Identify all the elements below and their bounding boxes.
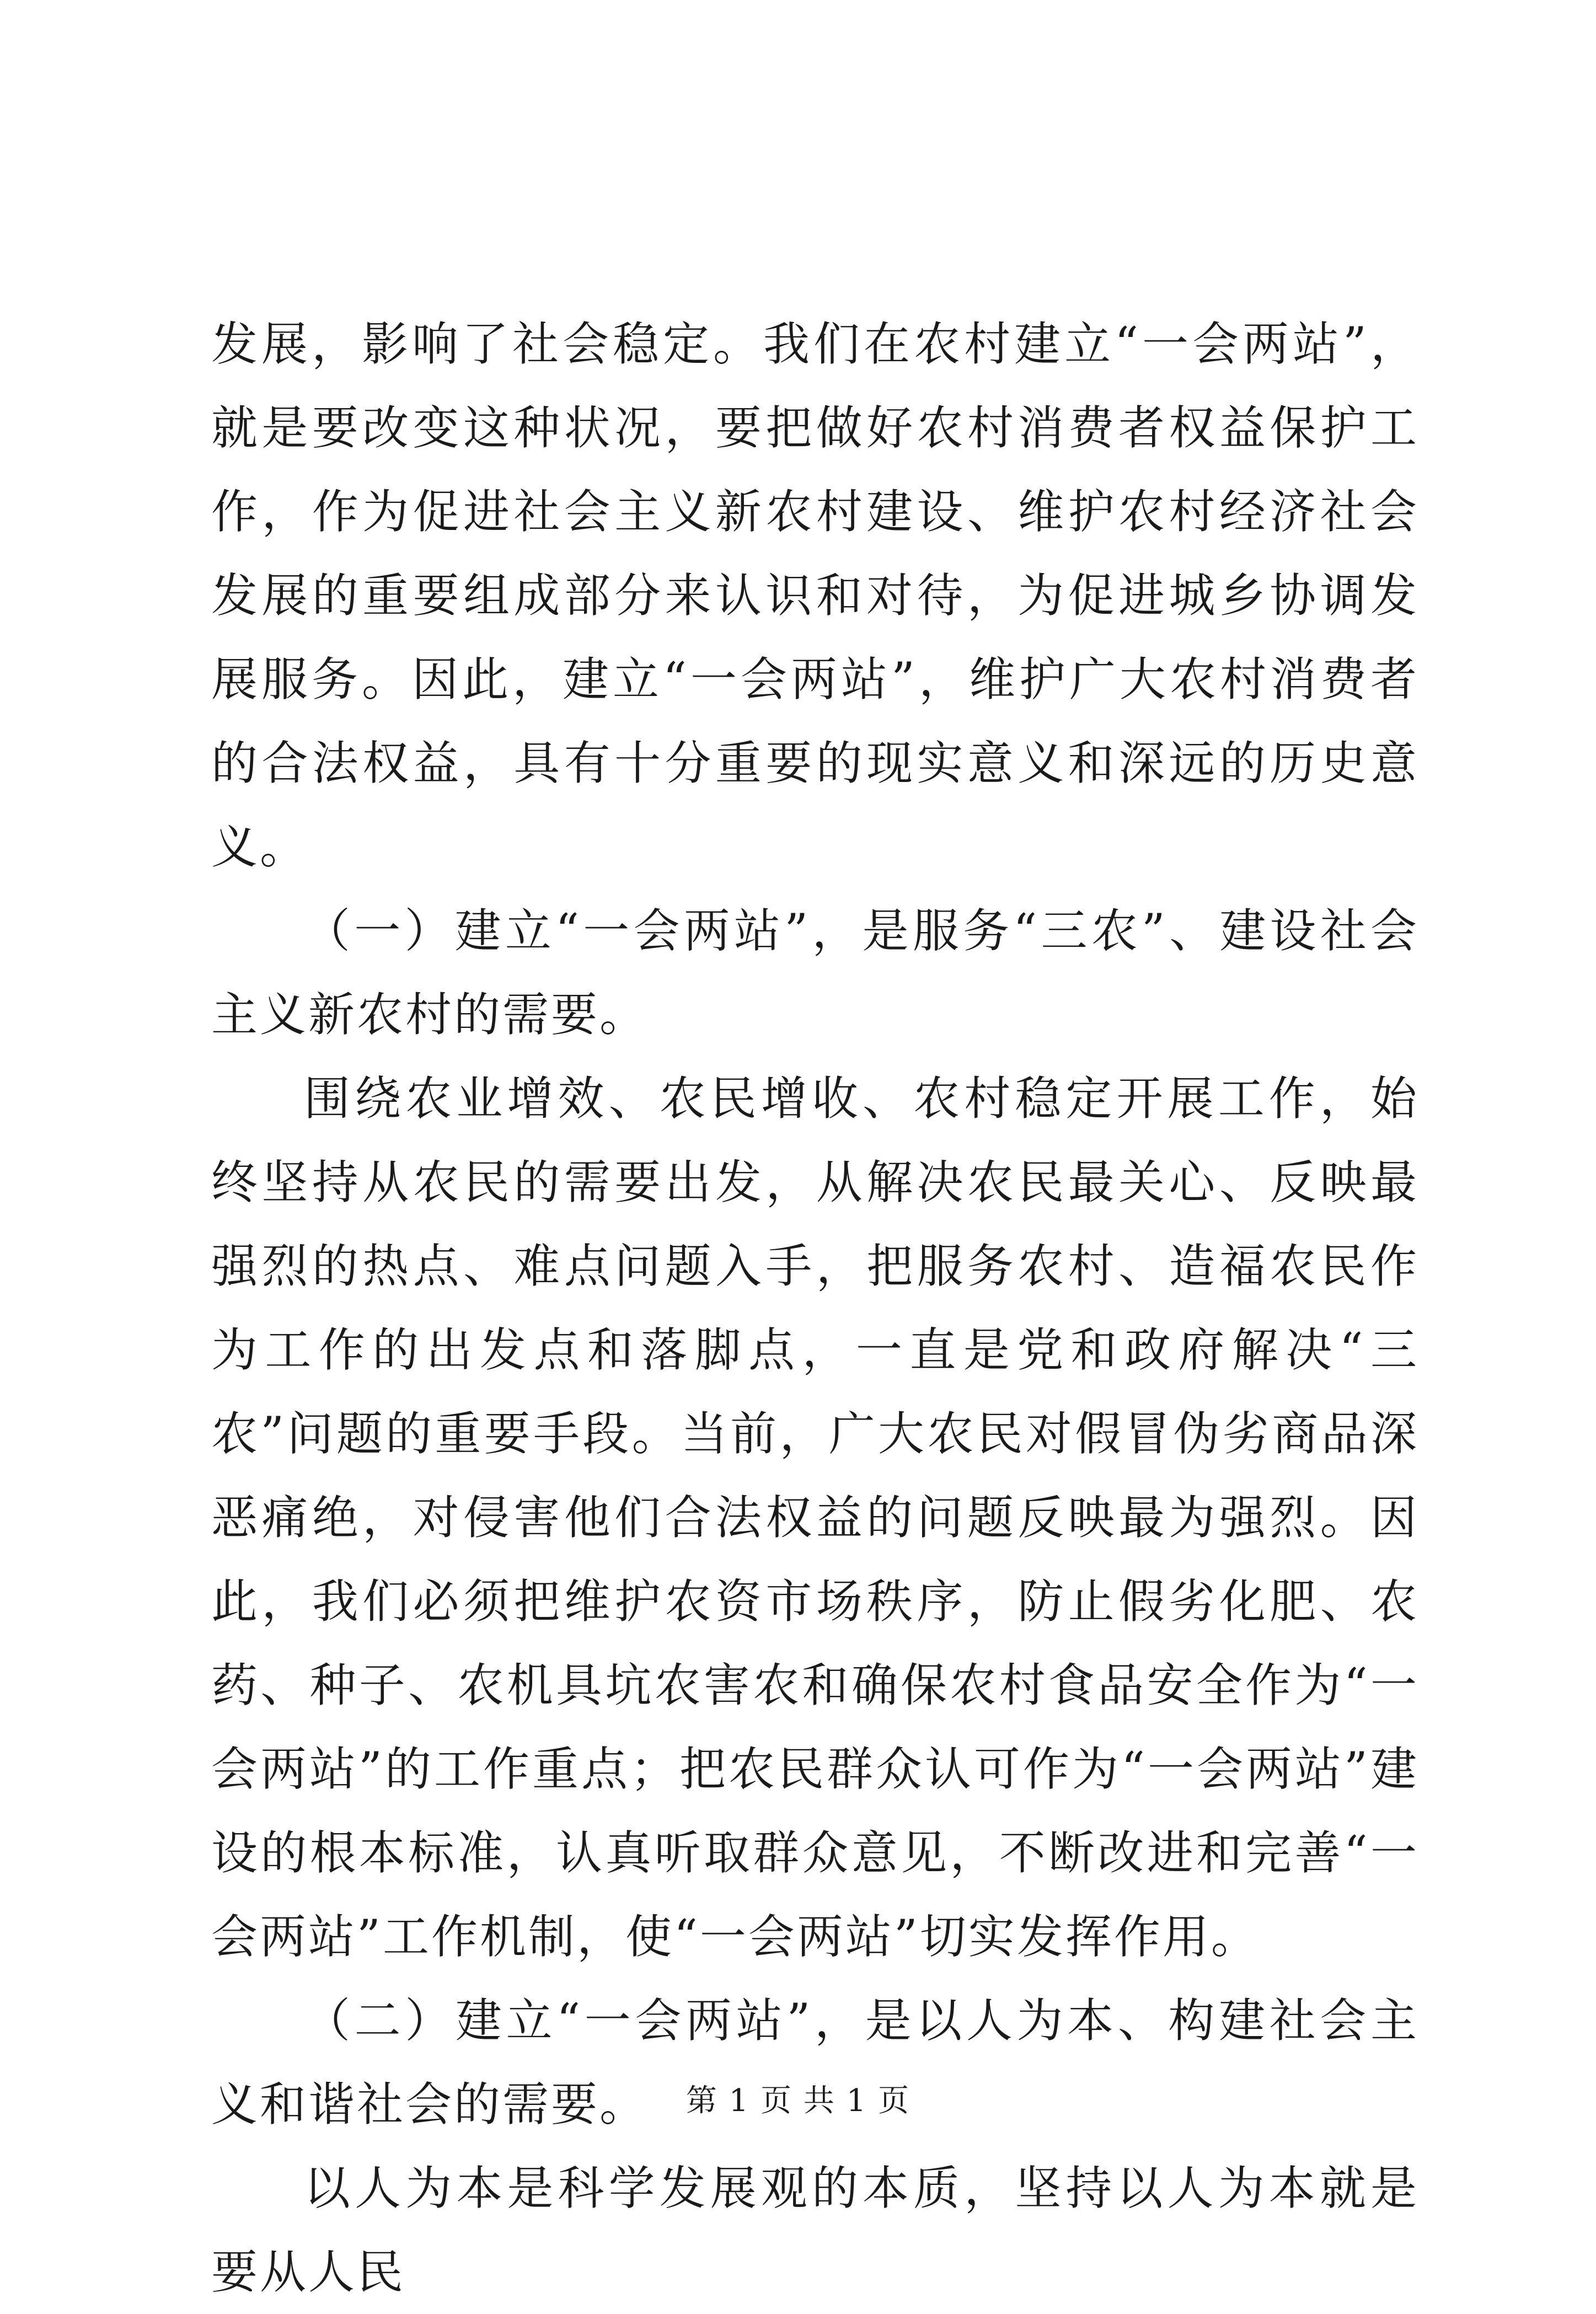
- document-body: [211, 302, 1419, 2314]
- page-footer: 第 1 页 共 1 页: [685, 2083, 911, 2119]
- paragraph: 以人为本是科学发展观的本质，坚持以人为本就是要从人民: [211, 2161, 1419, 2299]
- section-heading-one: （一）建立“一会两站”，是服务“三农”、建设社会主义新农村的需要。: [211, 904, 1419, 1042]
- paragraph-continuation: 发展，影响了社会稳定。我们在农村建立“一会两站”，就是要改变这种状况，要把做好农村消费者权益保护工作，作为促进社会主义新农村建设、维护农村经济社会发展的重要组成部分来认识和对待，为促进城乡协调发展服务。因此，建立“一会两站”，维护广大农村消费者的合法权益，具有十分重要的现实意义和深远的历史意义。: [211, 317, 1419, 874]
- paragraph: 围绕农业增效、农民增收、农村稳定开展工作，始终坚持从农民的需要出发，从解决农民最关心、反映最强烈的热点、难点问题入手，把服务农村、造福农民作为工作的出发点和落脚点，一直是党和政府解决“三农”问题的重要手段。当前，广大农民对假冒伪劣商品深恶痛绝，对侵害他们合法权益的问题反映最为强烈。因此，我们必须把维护农资市场秩序，防止假劣化肥、农药、种子、农机具坑农害农和确保农村食品安全作为“一会两站”的工作重点；把农民群众认可作为“一会两站”建设的根本标准，认真听取群众意见，不断改进和完善“一会两站”工作机制，使“一会两站”切实发挥作用。: [211, 1072, 1419, 1964]
- section-heading-two: （二）建立“一会两站”，是以人为本、构建社会主义和谐社会的需要。: [211, 1994, 1419, 2131]
